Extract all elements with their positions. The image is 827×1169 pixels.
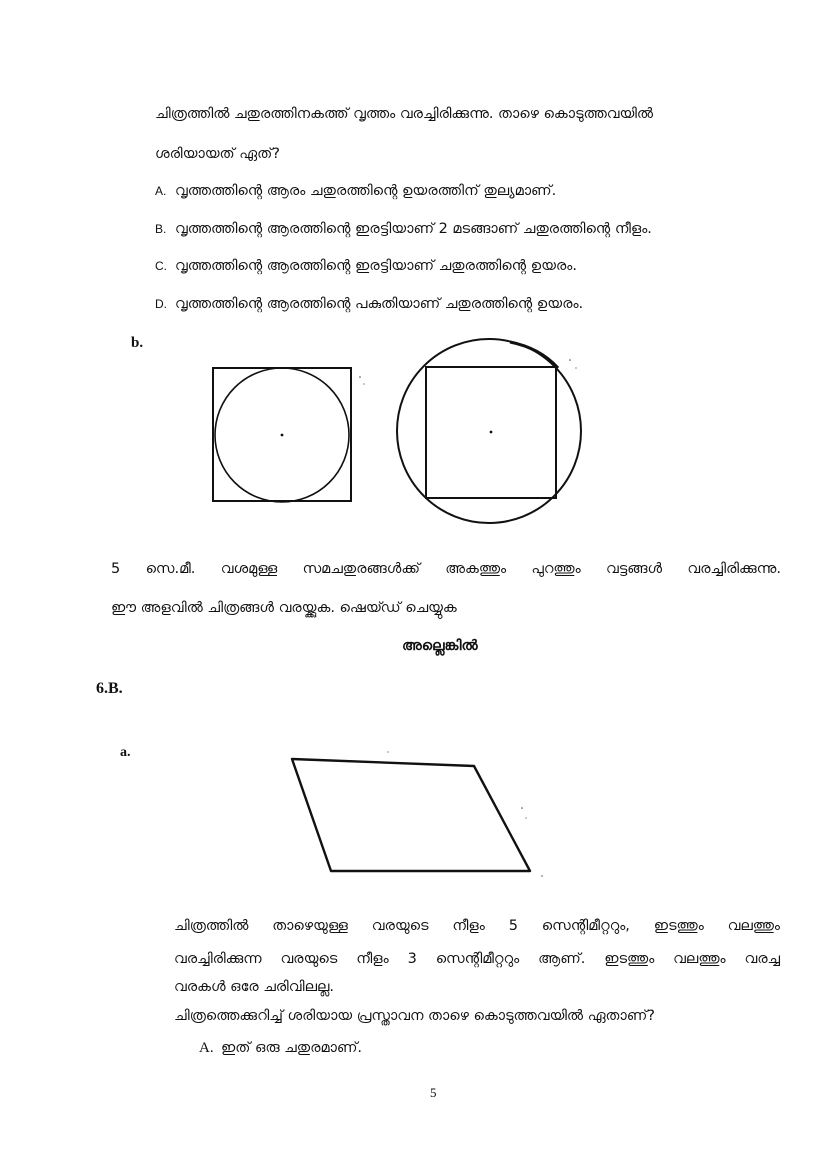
option-b-text: വൃത്തത്തിന്റെ ആരത്തിന്റെ ഇരട്ടിയാണ് 2 മടങ്ങാണ് ചതുരത്തിന്റെ നീളം. bbox=[175, 221, 652, 237]
option-a-letter: A. bbox=[155, 184, 167, 198]
option-c bbox=[155, 258, 577, 274]
option-6b-a-text: ഇത് ഒരു ചതുരമാണ്. bbox=[221, 1040, 363, 1056]
page-number: 5 bbox=[430, 1085, 437, 1100]
figure-square-in-circle bbox=[390, 330, 590, 530]
option-d-text: വൃത്തത്തിന്റെ ആരത്തിന്റെ പകുതിയാണ് ചതുരത്തിന്റെ ഉയരം. bbox=[175, 296, 584, 312]
question-line-2: ശരിയായത് ഏത്? bbox=[155, 146, 280, 162]
para-line-3: വരകൾ ഒരേ ചരിവിലല്ല. bbox=[174, 979, 334, 995]
figure-quadrilateral bbox=[280, 740, 550, 885]
figure-circle-in-square bbox=[200, 355, 380, 515]
part-b-text-line-2: ഈ അളവിൽ ചിത്രങ്ങൾ വരയ്ക്കുക. ഷെയ്ഡ് ചെയ്യുക bbox=[111, 600, 457, 616]
part-b-text-line-1: 5 സെ.മീ. വശമുള്ള സമചതുരങ്ങൾക്ക് അകത്തും പുറത്തും വട്ടങ്ങൾ വരച്ചിരിക്കുന്നു. bbox=[111, 561, 781, 577]
part-b-label: b. bbox=[131, 335, 144, 351]
option-d bbox=[155, 296, 583, 312]
section-heading: 6.B. bbox=[96, 680, 123, 697]
para-line-2: വരച്ചിരിക്കുന്ന വരയുടെ നീളം 3 സെന്റിമീറ്ററും ആണ്. ഇടത്തും വലത്തും വരച്ച bbox=[174, 951, 780, 967]
question-line-1: ചിത്രത്തിൽ ചതുരത്തിനകത്ത് വൃത്തം വരച്ചിരിക്കുന്നു. താഴെ കൊടുത്തവയിൽ bbox=[155, 106, 654, 122]
part-a-label: a. bbox=[120, 745, 131, 760]
option-d-letter: D. bbox=[155, 297, 167, 311]
para-line-1: ചിത്രത്തിൽ താഴെയുള്ള വരയുടെ നീളം 5 സെന്റിമീറ്ററും, ഇടത്തും വലത്തും bbox=[174, 918, 780, 934]
question-6b: ചിത്രത്തെക്കുറിച്ച് ശരിയായ പ്രസ്താവന താഴെ കൊടുത്തവയിൽ ഏതാണ്? bbox=[174, 1008, 655, 1024]
option-a bbox=[155, 183, 556, 199]
option-b bbox=[155, 221, 652, 237]
option-6b-a-letter: A. bbox=[199, 1040, 214, 1056]
or-separator: അല്ലെങ്കിൽ bbox=[402, 638, 478, 654]
option-c-text: വൃത്തത്തിന്റെ ആരത്തിന്റെ ഇരട്ടിയാണ് ചതുരത്തിന്റെ ഉയരം. bbox=[175, 258, 577, 274]
option-6b-a bbox=[199, 1040, 362, 1057]
option-a-text: വൃത്തത്തിന്റെ ആരം ചതുരത്തിന്റെ ഉയരത്തിന് തുല്യമാണ്. bbox=[175, 183, 557, 199]
option-c-letter: C. bbox=[155, 259, 167, 273]
option-b-letter: B. bbox=[155, 222, 167, 236]
